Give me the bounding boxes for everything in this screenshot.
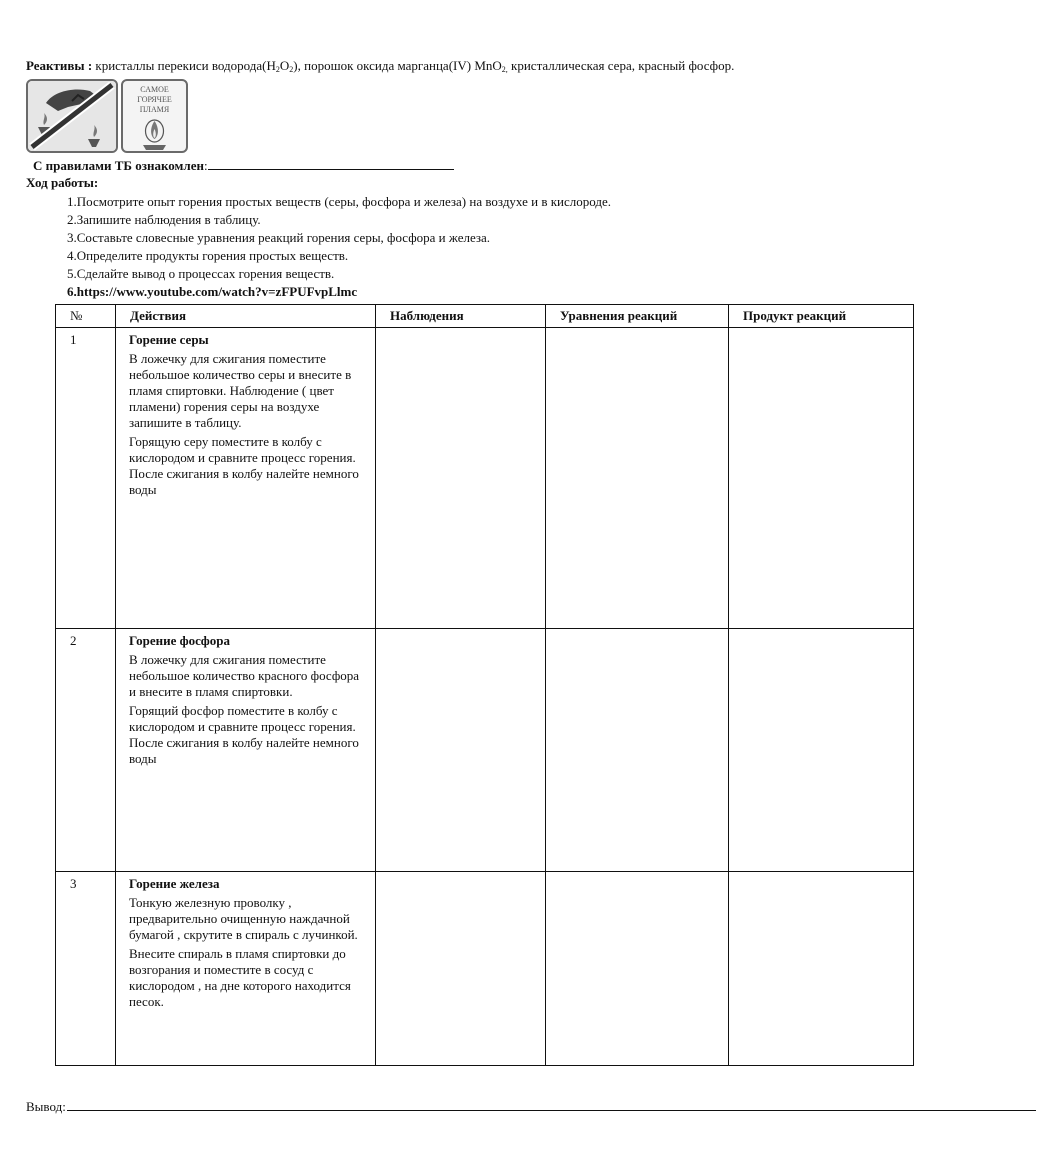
reagents-line bbox=[26, 58, 734, 74]
header-equations: Уравнения реакций bbox=[546, 305, 729, 328]
step-item: 5.Сделайте вывод о процессах горения веществ. bbox=[67, 266, 335, 281]
action-title: Горение железа bbox=[129, 876, 220, 891]
signature-blank[interactable] bbox=[208, 157, 454, 170]
step-item: 3.Составьте словесные уравнения реакций горения серы, фосфора и железа. bbox=[67, 230, 491, 245]
reagents-text: кристаллы перекиси водорода(H bbox=[92, 58, 276, 73]
reagents-text: O bbox=[279, 58, 290, 73]
hot-flame-caption-2: ГОРЯЧЕЕ bbox=[137, 95, 172, 104]
safety-ack-line bbox=[33, 157, 454, 174]
reagents-label: Реактивы : bbox=[26, 58, 93, 73]
step-item: 4.Определите продукты горения простых веществ. bbox=[67, 248, 349, 263]
action-paragraph: Тонкую железную проволку , предварительно очищенную наждачной бумагой , скрутите в спираль с лучинкой. bbox=[129, 895, 358, 942]
action-paragraph: В ложечку для сжигания поместите небольшое количество красного фосфора и внесите в пламя спиртовки. bbox=[129, 652, 360, 699]
product-cell[interactable] bbox=[729, 328, 914, 629]
experiment-table bbox=[55, 304, 914, 1066]
safety-ack-label: С правилами ТБ ознакомлен bbox=[33, 158, 204, 173]
action-title: Горение фосфора bbox=[129, 633, 230, 648]
table-row bbox=[56, 328, 914, 629]
header-observations: Наблюдения bbox=[376, 305, 546, 328]
reagents-text: кристаллическая сера, красный фосфор. bbox=[507, 58, 735, 73]
header-number: № bbox=[56, 305, 116, 328]
video-link[interactable]: 6.https://www.youtube.com/watch?v=zFPUFvpLlmc bbox=[67, 284, 358, 299]
action-cell bbox=[116, 328, 376, 629]
hot-flame-caption-3: ПЛАМЯ bbox=[139, 105, 170, 114]
equations-cell[interactable] bbox=[546, 328, 729, 629]
conclusion-label: Вывод: bbox=[26, 1099, 66, 1114]
header-product: Продукт реакций bbox=[729, 305, 914, 328]
action-cell bbox=[116, 872, 376, 1066]
step-item: 2.Запишите наблюдения в таблицу. bbox=[67, 212, 261, 227]
subscript: 2 bbox=[289, 65, 294, 74]
action-title: Горение серы bbox=[129, 332, 209, 347]
procedure-steps bbox=[67, 193, 611, 301]
colon: : bbox=[203, 158, 208, 173]
no-open-flame-transfer-icon bbox=[26, 79, 118, 153]
observations-cell[interactable] bbox=[376, 872, 546, 1066]
row-number: 1 bbox=[56, 328, 116, 629]
conclusion-line bbox=[26, 1098, 1036, 1115]
row-number: 2 bbox=[56, 629, 116, 872]
action-paragraph: Внесите спираль в пламя спиртовки до возгорания и поместите в сосуд с кислородом , на дне которого находится песок. bbox=[129, 946, 351, 1009]
observations-cell[interactable] bbox=[376, 328, 546, 629]
row-number: 3 bbox=[56, 872, 116, 1066]
table-row bbox=[56, 872, 914, 1066]
equations-cell[interactable] bbox=[546, 629, 729, 872]
conclusion-blank[interactable] bbox=[67, 1098, 1036, 1111]
product-cell[interactable] bbox=[729, 629, 914, 872]
product-cell[interactable] bbox=[729, 872, 914, 1066]
observations-cell[interactable] bbox=[376, 629, 546, 872]
table-row bbox=[56, 629, 914, 872]
hot-flame-caption-1: САМОЕ bbox=[140, 85, 169, 94]
action-paragraph: Горящий фосфор поместите в колбу с кислородом и сравните процесс горения. После сжигания в колбу налейте немного воды bbox=[129, 703, 359, 766]
hottest-flame-icon bbox=[121, 79, 188, 153]
procedure-title: Ход работы: bbox=[26, 175, 99, 190]
table-header-row bbox=[56, 305, 914, 328]
action-paragraph: Горящую серу поместите в колбу с кислородом и сравните процесс горения. После сжигания в колбу налейте немного воды bbox=[129, 434, 359, 497]
hottest-flame-icon-graphic bbox=[123, 81, 186, 151]
step-item: 1.Посмотрите опыт горения простых веществ (серы, фосфора и железа) на воздухе и в кислороде. bbox=[67, 194, 612, 209]
header-actions: Действия bbox=[116, 305, 376, 328]
subscript: 2, bbox=[501, 65, 508, 74]
action-paragraph: В ложечку для сжигания поместите небольшое количество серы и внесите в пламя спиртовки. Наблюдение ( цвет пламени) горения серы на воздухе запишите в таблицу. bbox=[129, 351, 352, 430]
equations-cell[interactable] bbox=[546, 872, 729, 1066]
no-open-flame-transfer-icon-graphic bbox=[28, 81, 116, 151]
subscript: 2 bbox=[275, 65, 280, 74]
action-cell bbox=[116, 629, 376, 872]
reagents-text: ), порошок оксида марганца(IV) MnO bbox=[293, 58, 502, 73]
